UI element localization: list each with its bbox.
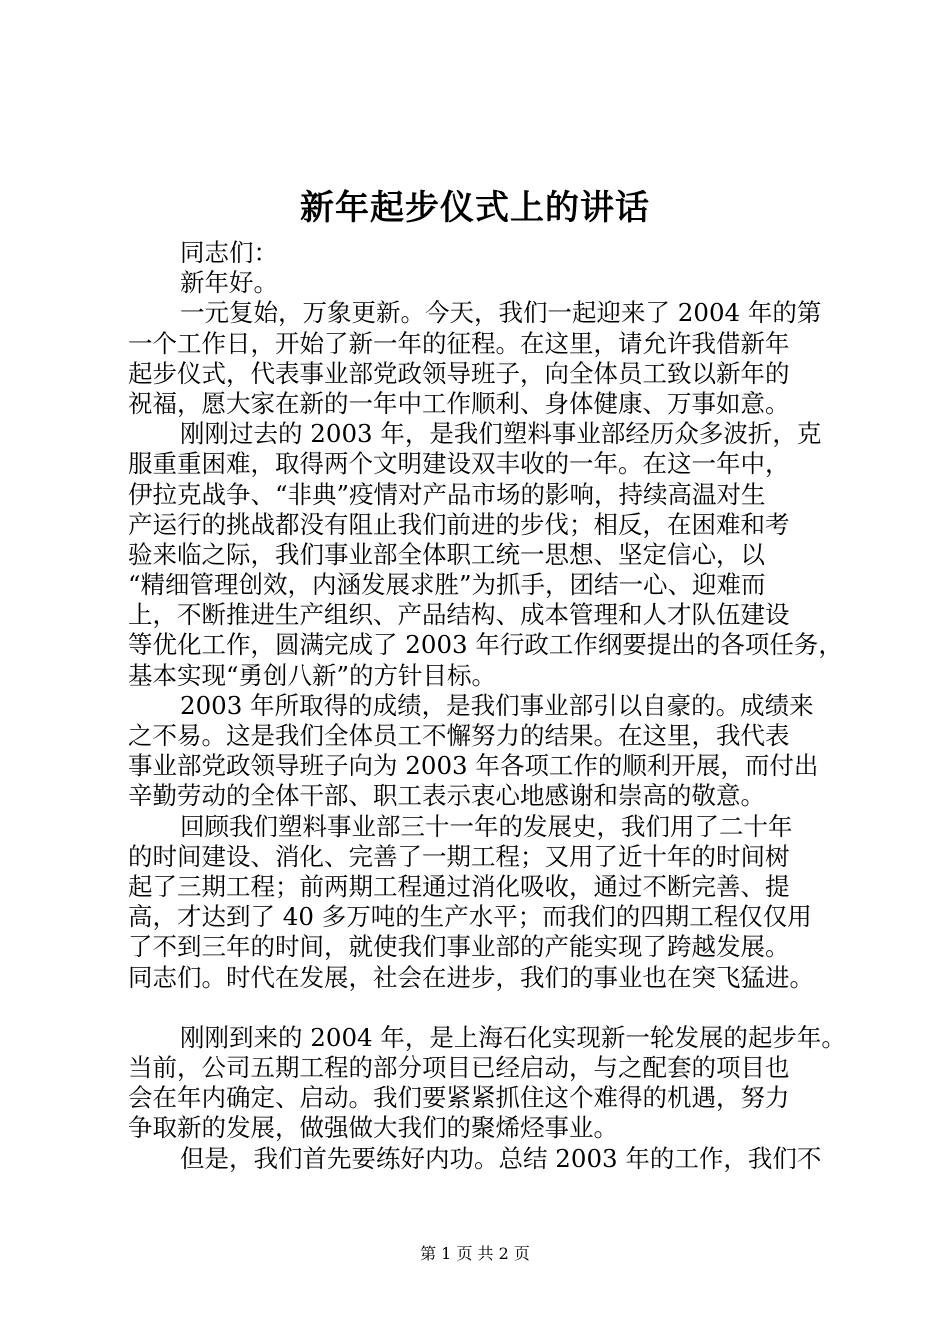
text-line: “精细管理创效，内涵发展求胜”为抓手，团结一心、迎难而 bbox=[128, 570, 766, 600]
text-line: 2003 年所取得的成绩，是我们事业部引以自豪的。成绩来 bbox=[180, 690, 814, 720]
text-line: 会在年内确定、启动。我们要紧紧抓住这个难得的机遇，努力 bbox=[128, 1083, 790, 1113]
text-line: 验来临之际，我们事业部全体职工统一思想、坚定信心，以 bbox=[128, 539, 765, 569]
text-line: 基本实现“勇创八新”的方针目标。 bbox=[128, 660, 497, 690]
text-line: 起了三期工程；前两期工程通过消化吸收，通过不断完善、提 bbox=[128, 871, 790, 901]
text-line: 刚刚过去的 2003 年，是我们塑料事业部经历众多波折，克 bbox=[180, 419, 822, 449]
text-line: 辛勤劳动的全体干部、职工表示衷心地感谢和崇高的敬意。 bbox=[128, 781, 765, 811]
text-line: 同志们。时代在发展，社会在进步，我们的事业也在突飞猛进。 bbox=[128, 962, 814, 992]
page-footer: 第 1 页 共 2 页 bbox=[420, 1244, 530, 1263]
text-line: 新年好。 bbox=[180, 268, 278, 298]
text-line: 当前，公司五期工程的部分项目已经启动，与之配套的项目也 bbox=[128, 1053, 790, 1083]
text-line: 但是，我们首先要练好内功。总结 2003 年的工作，我们不 bbox=[180, 1143, 822, 1173]
text-line: 回顾我们塑料事业部三十一年的发展史，我们用了二十年 bbox=[180, 811, 793, 841]
text-line: 起步仪式，代表事业部党政领导班子，向全体员工致以新年的 bbox=[128, 358, 790, 388]
text-line: 同志们： bbox=[180, 238, 278, 267]
text-line: 了不到三年的时间，就使我们事业部的产能实现了跨越发展。 bbox=[128, 932, 790, 962]
text-line: 的时间建设、消化、完善了一期工程；又用了近十年的时间树 bbox=[128, 841, 790, 871]
text-line: 服重重困难，取得两个文明建设双丰收的一年。在这一年中， bbox=[128, 449, 790, 479]
text-line: 争取新的发展，做强做大我们的聚烯烃事业。 bbox=[128, 1113, 618, 1143]
text-line: 一元复始，万象更新。今天，我们一起迎来了 2004 年的第 bbox=[180, 298, 822, 328]
text-line: 高，才达到了 40 多万吨的生产水平；而我们的四期工程仅仅用 bbox=[128, 902, 812, 932]
text-line: 上，不断推进生产组织、产品结构、成本管理和人才队伍建设 bbox=[128, 600, 790, 630]
document-title: 新年起步仪式上的讲话 bbox=[300, 188, 650, 228]
document-body bbox=[128, 238, 848, 1174]
text-line: 等优化工作，圆满完成了 2003 年行政工作纲要提出的各项任务， bbox=[128, 630, 843, 660]
text-line: 刚刚到来的 2004 年，是上海石化实现新一轮发展的起步年。 bbox=[180, 1022, 846, 1052]
text-line: 一个工作日，开始了新一年的征程。在这里，请允许我借新年 bbox=[128, 328, 790, 358]
text-line: 事业部党政领导班子向为 2003 年各项工作的顺利开展，而付出 bbox=[128, 751, 819, 781]
text-line: 伊拉克战争、“非典”疫情对产品市场的影响，持续高温对生 bbox=[128, 479, 766, 509]
blank-line bbox=[128, 993, 848, 1023]
text-line: 之不易。这是我们全体员工不懈努力的结果。在这里，我代表 bbox=[128, 721, 790, 750]
text-line: 产运行的挑战都没有阻止我们前进的步伐；相反，在困难和考 bbox=[128, 509, 790, 539]
text-line: 祝福，愿大家在新的一年中工作顺利、身体健康、万事如意。 bbox=[128, 388, 790, 418]
